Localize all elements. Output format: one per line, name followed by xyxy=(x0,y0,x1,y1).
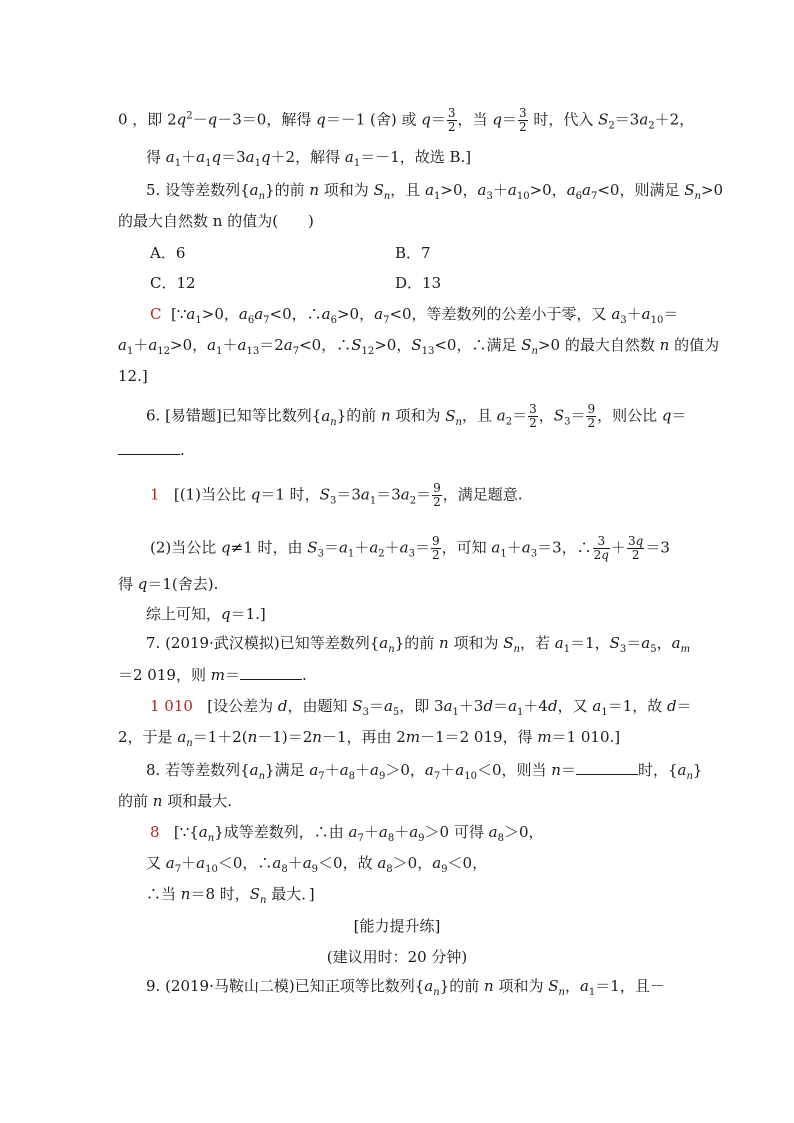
problem-6-stem: 6. [易错题]已知等比数列$\{a_n\}$的前 n 项和为 $S_n$，且 $a_2=$ $\frac{3}{2}$ ，$S_3=$ $\frac{9}{2}$ ，则公比 q＝ xyxy=(146,402,687,430)
answer-8-line-1: 8 [$\because\{a_n\}$成等差数列，∴由 $a_7+a_8+a_9>0$ 可得 $a_8>0$， xyxy=(150,823,544,844)
problem-5-stem: 5. 设等差数列$\{a_n\}$的前 n 项和为 $S_n$，且 $a_1>0$，$a_3+a_{10}>0$，$a_6a_7<0$，则满足 $S_n>0$ xyxy=(146,181,724,202)
problem-5-stem-2: 的最大自然数 n 的值为( ) xyxy=(118,212,314,230)
answer-5-line-3: 12.] xyxy=(118,367,148,385)
section-title: [能力提升练] xyxy=(353,917,441,935)
text-line-2: 得 $a_1+a_1q=3a_1q+2$，解得 $a_1=-1$，故选 B.] xyxy=(146,148,472,169)
answer-6-mark: 1 xyxy=(150,485,160,504)
answer-7-line-2: 2，于是 $a_n=1+2(n-1)=2n-1$，再由 2m－1＝2 019，得 m＝1 010.] xyxy=(118,728,621,749)
answer-5-mark: C xyxy=(150,305,162,323)
option-b: B．7 xyxy=(395,244,431,262)
answer-6-line-2: (2)当公比 q≠1 时，由 $S_3=a_1+a_2+a_3=$ $\frac{9}{2}$ ，可知 $a_1+a_3=3$，∴ $\frac{3}{2q}$ ＋ $\frac{3q}{2}$ ＝3 xyxy=(150,534,670,562)
problem-7-stem: 7. (2019·武汉模拟)已知等差数列$\{a_n\}$的前 n 项和为 $S_n$，若 $a_1=1$，$S_3=a_5$，$a_m$ xyxy=(146,634,691,655)
problem-8-stem-2: 的前 n 项和最大. xyxy=(118,792,232,810)
answer-8-mark: 8 xyxy=(150,823,160,841)
option-a: A．6 xyxy=(150,244,186,262)
answer-7-line-1: 1 010 [设公差为 d，由题知 $S_3=a_5$，即 $3a_1+3d=a_1+4d$，又 $a_1=1$，故 d＝ xyxy=(150,697,692,718)
answer-5-line-2: $a_1+a_{12}>0$，$a_1+a_{13}=2a_7<0$，$\therefore S_{12}>0$，$S_{13}<0$，∴满足 $S_n>0$ 的最大自然数 n 的值为 xyxy=(118,336,720,357)
answer-6-line-3: 得 q＝1(舍去). xyxy=(118,575,219,593)
problem-7-stem-2: ＝2 019，则 m＝ . xyxy=(118,666,307,684)
section-time: (建议用时：20 分钟) xyxy=(326,948,468,966)
option-d: D．13 xyxy=(395,274,442,292)
text-line-1: 0 ，即 $2q^2-q-3=0$，解得 q＝－1 (舍) 或 q＝ $\frac{3}{2}$ ，当 q＝ $\frac{3}{2}$ 时，代入 $S_2=3a_2+2$， xyxy=(118,106,695,134)
problem-9-stem: 9. (2019·马鞍山二模)已知正项等比数列$\{a_n\}$的前 n 项和为 $S_n$，$a_1=1$，且－ xyxy=(146,977,665,998)
answer-5-line-1: C [$\because a_1>0$，$a_6a_7<0$，$\therefore a_6>0$，$a_7<0$，等差数列的公差小于零，又 $a_3+a_{10}=$ xyxy=(150,305,679,326)
problem-8-stem: 8. 若等差数列$\{a_n\}$满足 $a_7+a_8+a_9>0$，$a_7+a_{10}<0$，则当 n＝ 时，$\{a_n\}$ xyxy=(146,761,703,782)
answer-6-line-1: 1 [(1)当公比 q＝1 时，$S_3=3a_1=3a_2=$ $\frac{9}{2}$ ，满足题意. xyxy=(150,481,523,509)
option-c: C．12 xyxy=(150,274,196,292)
answer-8-line-2: 又 $a_7+a_{10}<0$，$\therefore a_8+a_9<0$，故 $a_8>0$，$a_9<0$， xyxy=(146,854,488,875)
answer-6-line-4: 综上可知，q＝1.] xyxy=(146,605,266,623)
problem-6-blank: . xyxy=(118,440,185,459)
answer-8-line-3: ∴当 n＝8 时，$S_n$ 最大．] xyxy=(146,885,315,906)
answer-7-mark: 1 010 xyxy=(150,697,193,715)
